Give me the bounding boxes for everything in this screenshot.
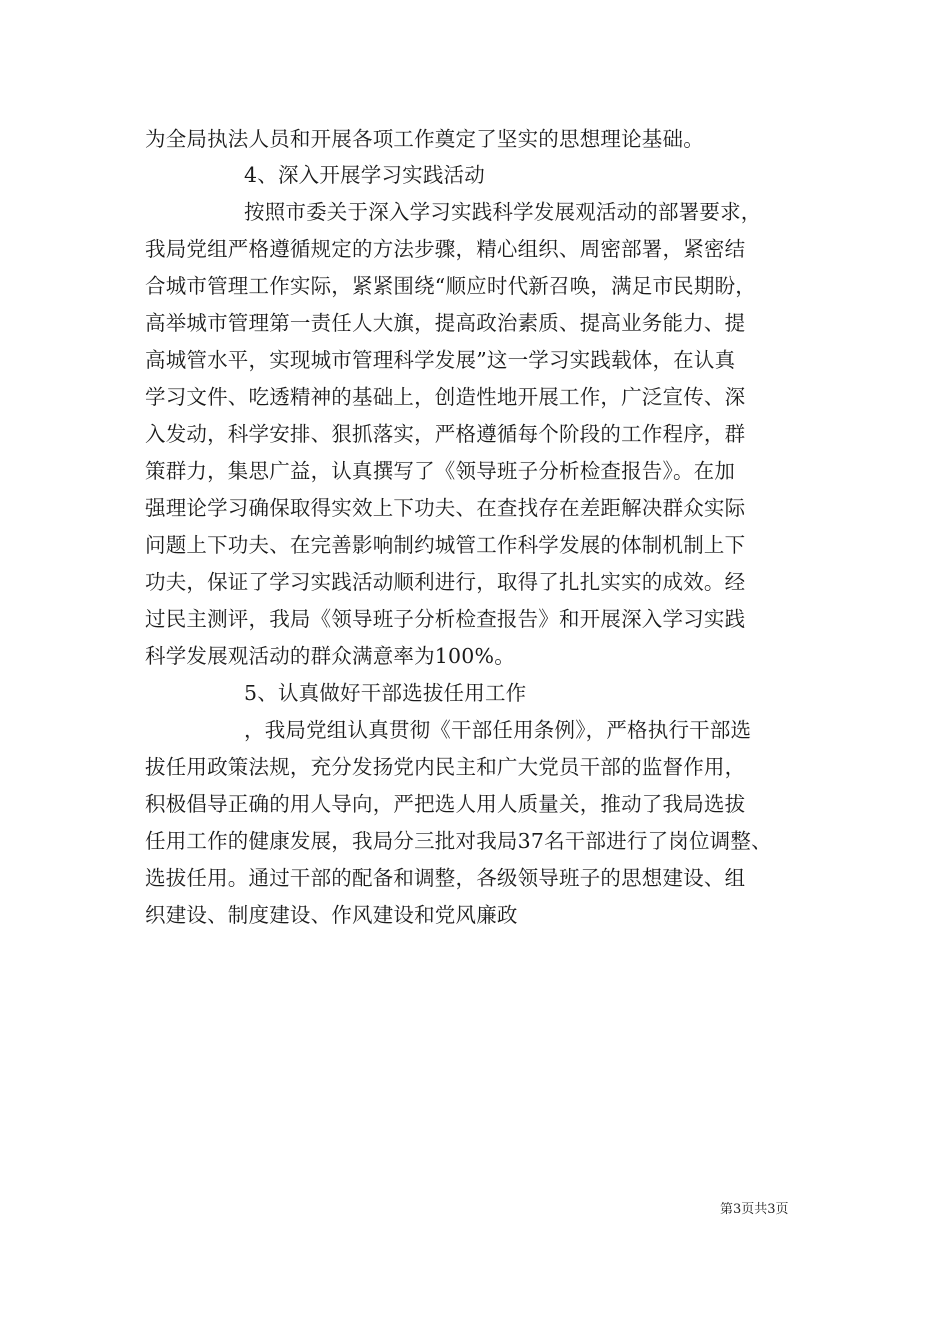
body-text-line: 问题上下功夫、在完善影响制约城管工作科学发展的体制机制上下 [145, 533, 746, 557]
section-heading: 5、认真做好干部选拔任用工作 [244, 681, 527, 705]
body-text-line: 入发动，科学安排、狠抓落实，严格遵循每个阶段的工作程序，群 [145, 422, 746, 446]
body-text-line: 强理论学习确保取得实效上下功夫、在查找存在差距解决群众实际 [145, 496, 746, 520]
body-text-line: 积极倡导正确的用人导向，严把选人用人质量关，推动了我局选拔 [145, 792, 746, 816]
body-text-line: 学习文件、吃透精神的基础上，创造性地开展工作，广泛宣传、深 [145, 385, 746, 409]
body-text-line: 为全局执法人员和开展各项工作奠定了坚实的思想理论基础。 [145, 127, 704, 151]
body-text-line: 我局党组严格遵循规定的方法步骤，精心组织、周密部署，紧密结 [145, 237, 746, 261]
body-text-line: 功夫，保证了学习实践活动顺利进行，取得了扎扎实实的成效。经 [145, 570, 746, 594]
body-text-line: 高举城市管理第一责任人大旗，提高政治素质、提高业务能力、提 [145, 311, 746, 335]
paragraph-first-line: 按照市委关于深入学习实践科学发展观活动的部署要求， [244, 200, 762, 224]
body-text-line: 拔任用政策法规，充分发扬党内民主和广大党员干部的监督作用， [145, 755, 746, 779]
body-text-line: 织建设、制度建设、作风建设和党风廉政 [145, 903, 518, 927]
body-text-line: 合城市管理工作实际，紧紧围绕“顺应时代新召唤，满足市民期盼， [145, 274, 756, 298]
body-text-line: 高城管水平，实现城市管理科学发展”这一学习实践载体，在认真 [145, 348, 736, 372]
body-text-line: 选拔任用。通过干部的配备和调整，各级领导班子的思想建设、组 [145, 866, 746, 890]
body-text-line: 任用工作的健康发展，我局分三批对我局37名干部进行了岗位调整、 [145, 829, 772, 853]
body-text-line: 科学发展观活动的群众满意率为100%。 [145, 644, 515, 668]
page-number: 第3页共3页 [720, 1202, 789, 1217]
section-heading: 4、深入开展学习实践活动 [244, 163, 485, 187]
paragraph-first-line: ，我局党组认真贯彻《干部任用条例》，严格执行干部选 [244, 718, 752, 742]
body-text-line: 策群力，集思广益，认真撰写了《领导班子分析检查报告》。在加 [145, 459, 736, 483]
body-text-line: 过民主测评，我局《领导班子分析检查报告》和开展深入学习实践 [145, 607, 746, 631]
